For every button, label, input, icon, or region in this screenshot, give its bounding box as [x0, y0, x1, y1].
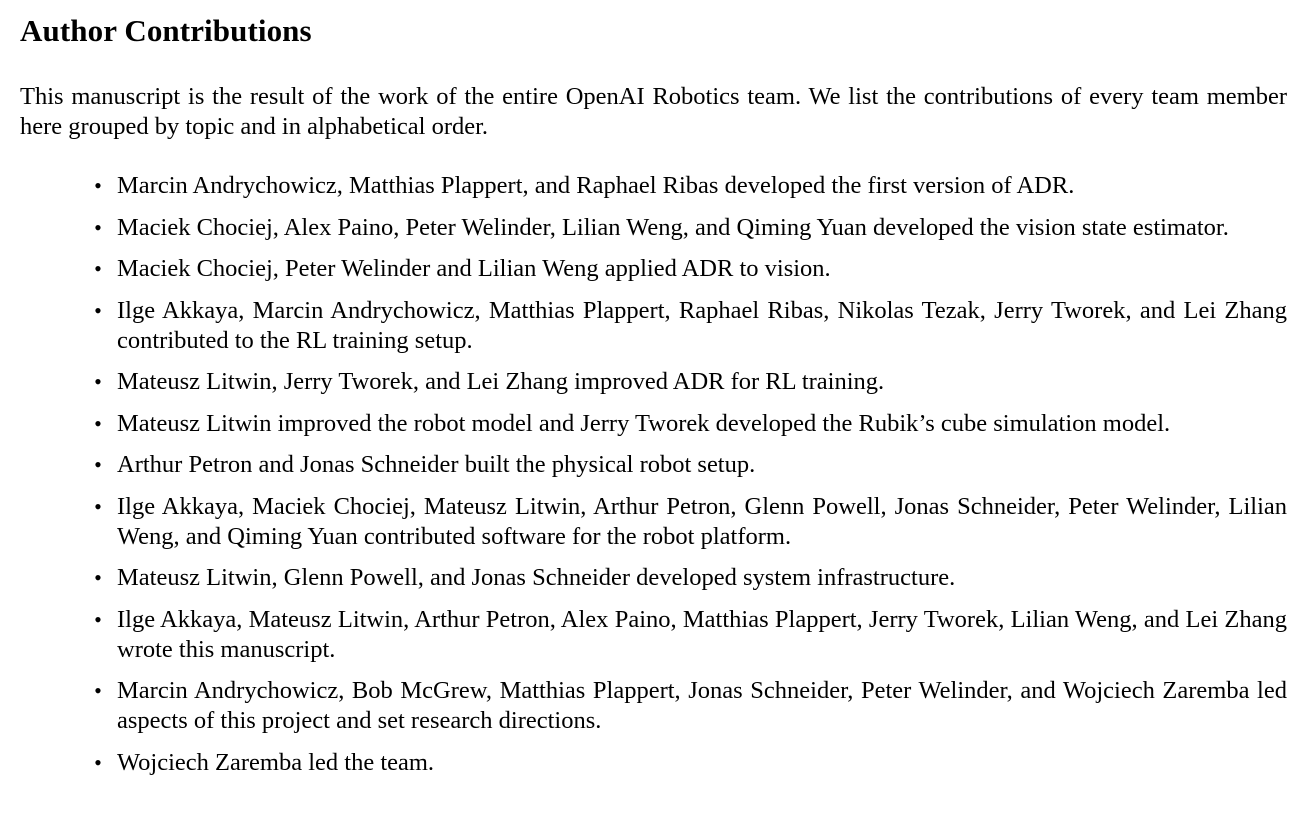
list-item [20, 563, 1287, 593]
list-item [20, 213, 1287, 243]
list-item [20, 748, 1287, 778]
contributions-list [20, 171, 1287, 778]
list-item [20, 450, 1287, 480]
bullet-icon: • [94, 256, 102, 281]
bullet-icon: • [94, 297, 102, 323]
list-item [20, 296, 1287, 356]
list-item-text: Mateusz Litwin, Jerry Tworek, and Lei Zhang improved ADR for RL training. [117, 368, 885, 395]
intro-paragraph: This manuscript is the result of the work of the entire OpenAI Robotics team. We list the contributions of every team member here grouped by topic and in alphabetical order. [20, 83, 1287, 140]
list-item-text: Marcin Andrychowicz, Bob McGrew, Matthias Plappert, Jonas Schneider, Peter Welinder, and Wojciech Zaremba led aspects of this project and set research directions. [117, 677, 1287, 734]
list-item-text: Maciek Chociej, Alex Paino, Peter Welinder, Lilian Weng, and Qiming Yuan developed the vision state estimator. [117, 213, 1229, 241]
bullet-icon: • [94, 749, 102, 775]
list-item [20, 367, 1287, 397]
bullet-icon: • [94, 606, 102, 632]
list-item-text: Ilge Akkaya, Marcin Andrychowicz, Matthias Plappert, Raphael Ribas, Nikolas Tezak, Jerry Tworek, and Lei Zhang contributed to the RL training setup. [117, 296, 1287, 354]
bullet-icon: • [94, 493, 102, 519]
list-item [20, 605, 1287, 665]
list-item-text: Maciek Chociej, Peter Welinder and Lilian Weng applied ADR to vision. [117, 255, 831, 282]
section-title: Author Contributions [20, 13, 312, 48]
bullet-icon: • [94, 173, 102, 198]
list-item-text: Mateusz Litwin, Glenn Powell, and Jonas Schneider developed system infrastructure. [117, 564, 956, 591]
list-item [20, 409, 1287, 439]
bullet-icon: • [94, 410, 102, 436]
list-item-text: Marcin Andrychowicz, Matthias Plappert, and Raphael Ribas developed the first version of ADR. [117, 172, 1075, 199]
bullet-icon: • [94, 214, 102, 240]
bullet-icon: • [94, 369, 102, 394]
list-item [20, 254, 1287, 284]
bullet-icon: • [94, 678, 102, 703]
list-item-text: Wojciech Zaremba led the team. [117, 748, 435, 776]
list-item [20, 492, 1287, 552]
bullet-icon: • [94, 452, 102, 477]
list-item [20, 171, 1287, 201]
list-item-text: Mateusz Litwin improved the robot model and Jerry Tworek developed the Rubik’s cube simulation model. [117, 409, 1171, 437]
bullet-icon: • [94, 565, 102, 590]
list-item-text: Arthur Petron and Jonas Schneider built the physical robot setup. [117, 451, 756, 478]
list-item-text: Ilge Akkaya, Mateusz Litwin, Arthur Petron, Alex Paino, Matthias Plappert, Jerry Tworek, Lilian Weng, and Lei Zhang wrote this manuscript. [117, 605, 1287, 663]
list-item [20, 676, 1287, 736]
list-item-text: Ilge Akkaya, Maciek Chociej, Mateusz Litwin, Arthur Petron, Glenn Powell, Jonas Schneider, Peter Welinder, Lilian Weng, and Qiming Yuan contributed software for the robot platform. [117, 492, 1287, 550]
